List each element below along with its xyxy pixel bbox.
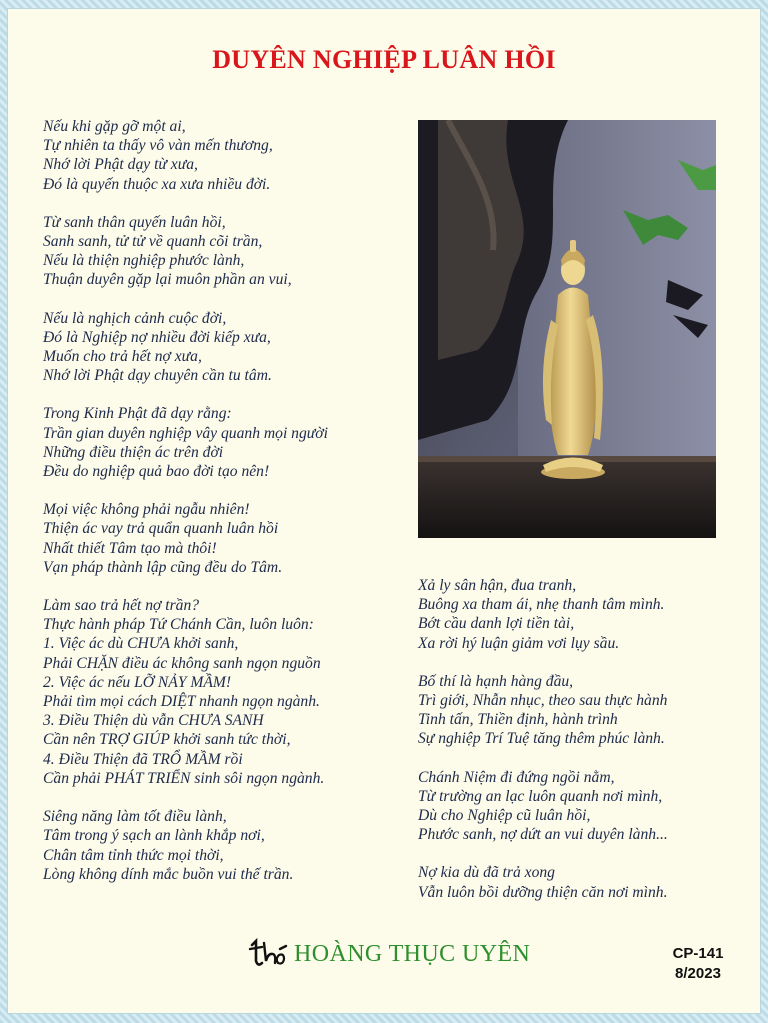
poem-line: Phải CHẶN điều ác không sanh ngọn nguồn [43, 654, 321, 672]
poem-line: Vạn pháp thành lập cũng đều do Tâm. [43, 558, 283, 576]
poem-line: Trong Kinh Phật đã dạy rằng: [43, 405, 232, 423]
stanza [43, 309, 383, 386]
poem-line: Nhớ lời Phật dạy từ xưa, [43, 156, 198, 174]
poem-code-date: 8/2023 [675, 965, 721, 982]
poem-line: 2. Việc ác nếu LỠ NẢY MẦM! [43, 673, 232, 691]
poem-line: Siêng năng làm tốt điều lành, [43, 808, 227, 826]
poem-line: Tâm trong ý sạch an lành khắp nơi, [43, 827, 265, 845]
poem-line: Những điều thiện ác trên đời [43, 443, 224, 461]
poem-line: Mọi việc không phải ngẫu nhiên! [43, 501, 250, 519]
poem-line: 1. Việc ác dù CHƯA khởi sanh, [43, 635, 239, 653]
guanyin-statue-photo [418, 120, 716, 538]
right-column [418, 576, 738, 921]
stanza [43, 117, 383, 194]
author-name: HOÀNG THỤC UYÊN [294, 940, 531, 967]
poem-line: Xa rời hý luận giảm vơi lụy sầu. [418, 634, 620, 652]
stanza [418, 672, 738, 749]
poem-code [658, 944, 738, 984]
poem-line: Buông xa tham ái, nhẹ thanh tâm mình. [418, 596, 665, 614]
stanza [43, 596, 383, 788]
stanza [43, 404, 383, 481]
stanza [43, 213, 383, 290]
poem-line: Đó là quyến thuộc xa xưa nhiều đời. [43, 175, 271, 193]
poem-line: Cần phải PHÁT TRIỂN sinh sôi ngọn ngành. [43, 769, 325, 787]
poem-line: Nếu là thiện nghiệp phước lành, [43, 252, 245, 270]
stanza [43, 807, 383, 884]
author-signature [248, 934, 530, 974]
stanza [418, 576, 738, 653]
poem-line: Vẫn luôn bồi dưỡng thiện căn nơi mình. [418, 883, 668, 901]
poem-sheet [8, 9, 760, 1013]
poem-line: Làm sao trả hết nợ trần? [43, 597, 200, 615]
poem-line: Bố thí là hạnh hàng đầu, [418, 672, 574, 690]
poem-line: Thuận duyên gặp lại muôn phần an vui, [43, 271, 292, 289]
poem-line: Nhất thiết Tâm tạo mà thôi! [43, 539, 217, 557]
poem-code-number: CP-141 [672, 945, 724, 962]
poem-line: Dù cho Nghiệp cũ luân hồi, [418, 807, 591, 825]
poem-line: Tự nhiên ta thấy vô vàn mến thương, [43, 137, 273, 155]
poem-line: Từ trường an lạc luôn quanh nơi mình, [418, 787, 663, 805]
poem-line: Xả ly sân hận, đua tranh, [418, 577, 577, 594]
handwritten-tho-signature [248, 937, 288, 971]
left-column [43, 117, 383, 903]
poem-line: Sanh sanh, tử tử về quanh cõi trần, [43, 233, 263, 251]
poem-line: Từ sanh thân quyến luân hồi, [43, 213, 226, 231]
poem-line: Sự nghiệp Trí Tuệ tăng thêm phúc lành. [418, 730, 665, 748]
poem-line: Cần nên TRỢ GIÚP khởi sanh tức thời, [43, 731, 291, 749]
poem-line: 3. Điều Thiện dù vẫn CHƯA SANH [43, 712, 264, 730]
poem-line: Nhớ lời Phật dạy chuyên cần tu tâm. [43, 367, 272, 385]
poem-line: Nợ kia dù đã trả xong [418, 864, 555, 882]
stanza [418, 768, 738, 845]
poem-line: Lòng không dính mắc buồn vui thế trần. [43, 865, 294, 883]
poem-line: Muốn cho trả hết nợ xưa, [43, 348, 202, 366]
poem-line: Phước sanh, nợ dứt an vui duyên lành... [418, 826, 668, 844]
poem-line: Tinh tấn, Thiền định, hành trình [418, 711, 618, 729]
poem-line: Chánh Niệm đi đứng ngồi nằm, [418, 768, 615, 786]
stanza [43, 500, 383, 577]
poem-line: Nếu là nghịch cảnh cuộc đời, [43, 309, 227, 327]
poem-line: Thiện ác vay trả quẩn quanh luân hồi [43, 520, 279, 538]
poem-line: Chân tâm tỉnh thức mọi thời, [43, 846, 224, 864]
poem-line: Nếu khi gặp gỡ một ai, [43, 118, 186, 135]
poem-line: Đó là Nghiệp nợ nhiều đời kiếp xưa, [43, 328, 271, 346]
poem-line: 4. Điều Thiện đã TRỔ MẦM rồi [43, 750, 243, 768]
poem-line: Bớt cầu danh lợi tiền tài, [418, 615, 575, 633]
poem-title: DUYÊN NGHIỆP LUÂN HỒI [212, 45, 556, 74]
poem-line: Trần gian duyên nghiệp vây quanh mọi người [43, 424, 328, 442]
stanza [418, 863, 738, 901]
poem-line: Phải tìm mọi cách DIỆT nhanh ngọn ngành. [43, 693, 320, 711]
poem-line: Đều do nghiệp quả bao đời tạo nên! [43, 463, 270, 481]
poem-line: Trì giới, Nhẫn nhục, theo sau thực hành [418, 692, 668, 710]
poem-line: Thực hành pháp Tứ Chánh Cần, luôn luôn: [43, 616, 314, 634]
